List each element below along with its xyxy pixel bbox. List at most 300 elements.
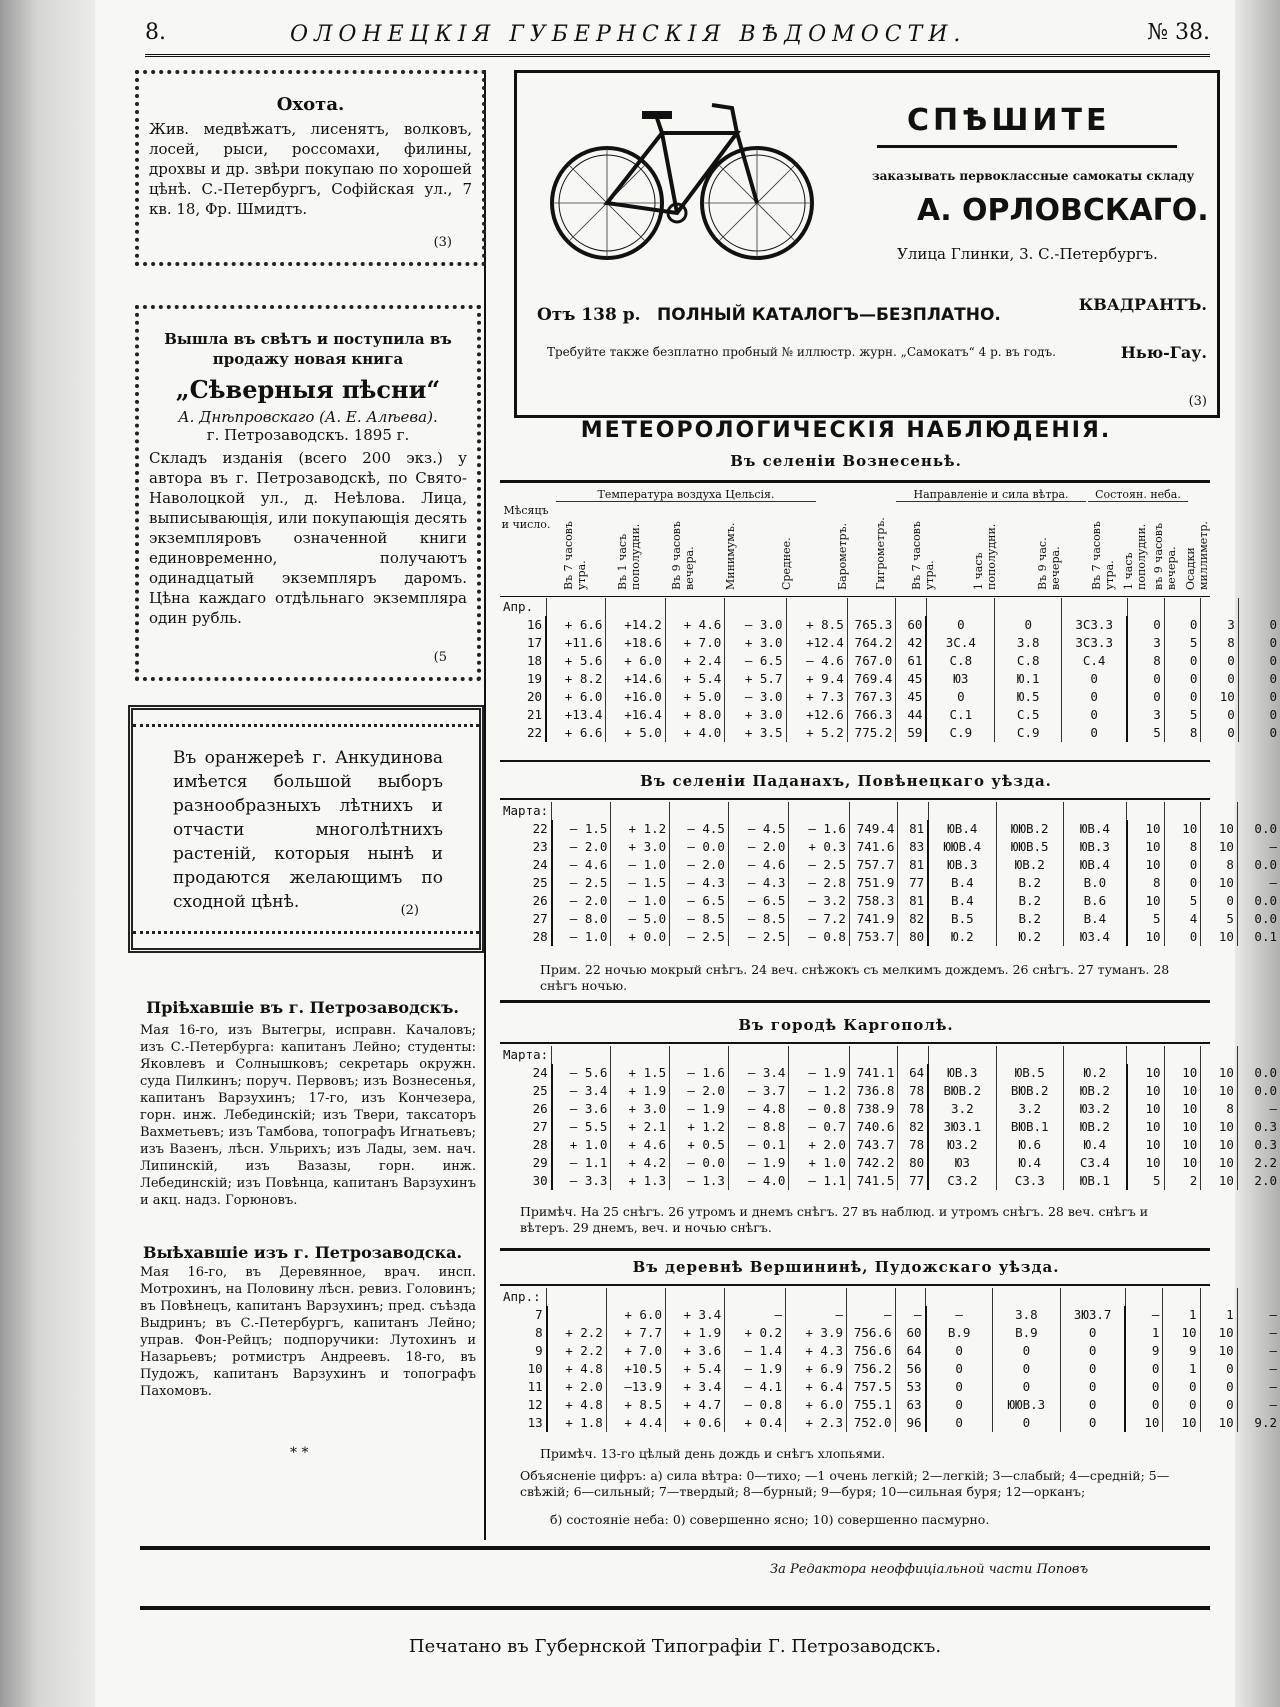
table-cell: — 3.4	[728, 1064, 789, 1082]
table-cell: С.8	[926, 652, 994, 670]
table-cell: 7	[535, 1307, 543, 1322]
met-table-vershinino	[500, 1288, 1280, 1432]
table-cell: + 6.0	[546, 688, 606, 706]
table-cell: — 2.0	[552, 838, 611, 856]
table-cell: Ю.2	[928, 928, 996, 946]
table-cell: 0	[992, 1342, 1060, 1360]
empty-cell	[725, 598, 786, 616]
table-cell: +16.4	[606, 706, 665, 724]
table-cell: ЮВ.1	[1063, 1172, 1126, 1190]
table-cell: + 3.0	[611, 1100, 670, 1118]
empty-cell	[665, 1288, 724, 1306]
table-cell: 0.3	[1237, 1136, 1280, 1154]
met-table-header	[500, 484, 1210, 597]
table-row	[500, 688, 1280, 706]
table-cell: 25	[532, 1083, 548, 1098]
table-cell	[547, 1306, 607, 1324]
table-row	[500, 652, 1280, 670]
table-cell: 1	[1200, 1306, 1237, 1324]
table-cell: 17	[526, 635, 542, 650]
table-cell: 10	[1201, 1064, 1238, 1082]
table-cell: 10	[1127, 1082, 1164, 1100]
table-cell: —	[1237, 1324, 1280, 1342]
table-cell: Ю.4	[1063, 1136, 1126, 1154]
table-cell: 96	[895, 1414, 925, 1432]
table-cell: + 7.0	[665, 634, 724, 652]
table-cell: 78	[898, 1100, 928, 1118]
table-cell: 741.9	[849, 910, 897, 928]
table-cell: 10	[527, 1361, 543, 1376]
empty-cell	[847, 1288, 896, 1306]
table-row	[500, 1082, 1280, 1100]
table-cell: — 4.6	[786, 652, 847, 670]
ad-book-place: г. Петрозаводскъ. 1895 г.	[206, 426, 410, 444]
month-label: Марта:	[503, 803, 549, 818]
hdr-w7: Въ 7 часовъ утра.	[910, 521, 936, 590]
table-cell: — 2.8	[789, 874, 850, 892]
table-cell: 0.0	[1237, 910, 1280, 928]
table-cell: В.9	[926, 1324, 993, 1342]
table-cell: — 2.5	[728, 928, 789, 946]
table-row	[500, 1306, 1280, 1324]
table-cell: — 4.6	[552, 856, 611, 874]
table-cell: В.5	[928, 910, 996, 928]
table-cell: 81	[898, 820, 928, 838]
table-cell: + 3.9	[786, 1324, 847, 1342]
table-cell: Ю.2	[996, 928, 1063, 946]
table-cell: В.2	[996, 874, 1063, 892]
table-cell: ЗС.4	[926, 634, 994, 652]
table-cell: 2.2	[1237, 1154, 1280, 1172]
table-cell: В.6	[1063, 892, 1126, 910]
table-cell: 0.0	[1237, 892, 1280, 910]
empty-cell	[1125, 1288, 1163, 1306]
hdr-hygro: Гигрометръ.	[874, 517, 887, 590]
table-cell: — 1.0	[611, 892, 670, 910]
table-cell: ЗЮЗ.7	[1060, 1306, 1125, 1324]
hdr-w9: Въ 9 час. вечера.	[1036, 537, 1062, 590]
table-cell: 29	[532, 1155, 548, 1170]
met-table	[500, 802, 1280, 946]
empty-cell	[1163, 1288, 1200, 1306]
empty-cell	[1238, 598, 1280, 616]
table-cell: 10	[1201, 1154, 1238, 1172]
table-cell: —	[1237, 1396, 1280, 1414]
hdr-precip: Осадки миллиметр.	[1184, 521, 1210, 590]
ad-book-author: А. Днѣпровскаго (А. Е. Алѣева).	[178, 408, 438, 426]
bicycle-icon	[547, 93, 827, 293]
table-cell: + 4.6	[665, 616, 724, 634]
table-cell: 0	[1060, 1360, 1125, 1378]
table-cell: 0	[1127, 670, 1164, 688]
table-cell: 0	[1201, 706, 1238, 724]
table-cell: — 8.5	[728, 910, 789, 928]
table-cell: ЮВ.2	[1063, 1118, 1126, 1136]
table-cell: СЗ.3	[996, 1172, 1063, 1190]
table-cell: 0	[926, 1378, 993, 1396]
ad-bicycle	[514, 70, 1220, 418]
table-cell: + 5.6	[546, 652, 606, 670]
table-cell: —	[1237, 1378, 1280, 1396]
arrivals-body: Мая 16-го, изъ Вытегры, исправн. Качаловъ; изъ С.-Петербурга: капитанъ Лейно; студенты: Яковлевъ и Солнышковъ; секретарь окружн. суда Пилкинъ; поруч. Первовъ; изъ Вознесенья, капитанъ Варзухинъ; 17-го, изъ Кончезера, горн. инж. Лебединскій; изъ Твери, таксаторъ Вахметьевъ; изъ Тамбова, топографъ Игнатьевъ; изъ Вазенъ, лѣсн. Ульрихъ; изъ Лады, зем. нач. Липинскій, изъ Вазазы, горн. инж. Лебединскій; изъ Повѣнца, капитанъ Варзухинъ и акц. надз. Горюновъ.	[140, 1023, 476, 1208]
table-cell: ЮВ.3	[928, 1064, 996, 1082]
table-cell: 60	[895, 1324, 925, 1342]
table-cell: С.8	[995, 652, 1062, 670]
table-cell: 0	[926, 688, 994, 706]
table-cell: 0	[1201, 652, 1238, 670]
ad-bike-price: Отъ 138 р.	[537, 305, 641, 325]
table-cell: 0	[1201, 724, 1238, 742]
table-cell: 752.0	[847, 1414, 896, 1432]
table-cell: 0	[1127, 688, 1164, 706]
empty-cell	[728, 1046, 789, 1064]
table-cell: 741.5	[849, 1172, 897, 1190]
month-label: Апр.:	[503, 1289, 541, 1304]
ad-plants-body: Въ оранжереѣ г. Анкудинова имѣется большой выборъ разнообразныхъ лѣтнихъ и отчасти многолѣтнихъ растеній, которыя нынѣ и продаются желающимъ по сходной цѣнѣ.	[173, 748, 443, 912]
table-cell: —	[786, 1306, 847, 1324]
table-row	[500, 820, 1280, 838]
table-cell: 766.3	[847, 706, 896, 724]
table-row	[500, 1154, 1280, 1172]
ad-book	[135, 305, 481, 681]
table-cell: 8	[1164, 838, 1201, 856]
table-cell: 77	[898, 874, 928, 892]
table-cell: 10	[1127, 928, 1164, 946]
table-cell: + 6.6	[546, 724, 606, 742]
table-cell: 767.0	[847, 652, 896, 670]
table-cell: +18.6	[606, 634, 665, 652]
table-cell: +10.5	[606, 1360, 665, 1378]
empty-cell	[1063, 802, 1126, 820]
table-cell: 23	[532, 839, 548, 854]
table-cell: + 8.2	[546, 670, 606, 688]
hdr-wind: Направленіе и сила вѣтра.	[896, 488, 1086, 502]
table-cell: —	[1125, 1306, 1163, 1324]
table-cell: — 2.0	[670, 856, 729, 874]
table-cell: — 6.5	[725, 652, 786, 670]
table-cell: 81	[898, 856, 928, 874]
table-cell: 21	[526, 707, 542, 722]
table-cell: + 4.0	[665, 724, 724, 742]
rule-3	[500, 1000, 1210, 1003]
table-cell: ЮЮВ.4	[928, 838, 996, 856]
table-cell: —	[926, 1306, 993, 1324]
table-cell: 18	[526, 653, 542, 668]
table-cell: 10	[1125, 1414, 1163, 1432]
table-cell: — 2.0	[728, 838, 789, 856]
empty-cell	[1237, 1288, 1280, 1306]
table-cell: 1	[1163, 1360, 1200, 1378]
table-cell: —	[895, 1306, 925, 1324]
empty-cell	[670, 1046, 729, 1064]
table-cell: + 3.4	[665, 1306, 724, 1324]
empty-cell	[611, 1046, 670, 1064]
table-cell: ЗСЗ.3	[1062, 616, 1127, 634]
table-cell: — 1.1	[552, 1154, 611, 1172]
table-cell: 9	[1125, 1342, 1163, 1360]
table-cell: 30	[532, 1173, 548, 1188]
table-cell: + 5.4	[665, 1360, 724, 1378]
table-cell: 0	[1201, 892, 1238, 910]
table-cell: 0.0	[1237, 820, 1280, 838]
table-cell: 20	[526, 689, 542, 704]
table-cell: 757.5	[847, 1378, 896, 1396]
table-cell: 0	[1163, 1378, 1200, 1396]
met-note3: Примѣч. На 25 снѣгъ. 26 утромъ и днемъ снѣгъ. 27 въ наблюд. и утромъ снѣгъ. 28 веч. снѣгъ и вѣтеръ. 29 днемъ, веч. и ночью снѣгъ.	[520, 1204, 1149, 1235]
table-cell: 0	[1060, 1396, 1125, 1414]
table-cell: ЮЗ.2	[1063, 1100, 1126, 1118]
table-cell: +16.0	[606, 688, 665, 706]
table-cell: С.5	[995, 706, 1062, 724]
table-cell: 0	[926, 1360, 993, 1378]
table-cell: 5	[1127, 724, 1164, 742]
editor-name: Поповъ	[1036, 1562, 1089, 1577]
table-cell: — 1.5	[611, 874, 670, 892]
table-cell: 10	[1200, 1324, 1237, 1342]
table-cell: 3	[1201, 616, 1238, 634]
table-cell: + 6.0	[606, 1306, 665, 1324]
table-cell: 0	[1164, 928, 1201, 946]
table-cell: Ю.4	[996, 1154, 1063, 1172]
table-cell: 0	[1200, 1396, 1237, 1414]
table-cell: — 0.0	[670, 1154, 729, 1172]
table-cell: ЮВ.2	[996, 856, 1063, 874]
table-cell: —	[1237, 1342, 1280, 1360]
table-cell: + 4.6	[611, 1136, 670, 1154]
table-cell: — 0.7	[789, 1118, 850, 1136]
ad-bike-firm: А. ОРЛОВСКАГО.	[917, 193, 1209, 228]
table-cell: 10	[1201, 874, 1238, 892]
table-row	[500, 1360, 1280, 1378]
table-top-rule	[500, 480, 1210, 483]
table-cell: 3	[1127, 634, 1164, 652]
table-cell: + 1.0	[789, 1154, 850, 1172]
table-cell: 0	[926, 1414, 993, 1432]
table-cell: +11.6	[546, 634, 606, 652]
table-cell: 0	[1164, 874, 1201, 892]
table-cell: 10	[1164, 1064, 1201, 1082]
table-cell: 60	[896, 616, 927, 634]
table-cell: 26	[532, 893, 548, 908]
empty-cell	[1201, 802, 1238, 820]
table-cell: — 5.6	[552, 1064, 611, 1082]
met-table	[500, 1046, 1280, 1190]
table-cell: — 4.3	[728, 874, 789, 892]
table-cell: + 2.0	[547, 1378, 607, 1396]
table-cell: ЮВ.4	[928, 820, 996, 838]
empty-cell	[926, 598, 994, 616]
table-cell: В.4	[928, 892, 996, 910]
table-row	[500, 1118, 1280, 1136]
table-cell: 64	[895, 1342, 925, 1360]
table-cell: 0	[1062, 724, 1127, 742]
table-cell: + 6.9	[786, 1360, 847, 1378]
table-cell: —	[1237, 1306, 1280, 1324]
table-cell: 27	[532, 1119, 548, 1134]
table-cell: 80	[898, 1154, 928, 1172]
table-cell: Ю.5	[995, 688, 1062, 706]
table-cell: 10	[1200, 1414, 1237, 1432]
table-row	[500, 724, 1280, 742]
table-cell: ЮВ.2	[1063, 1082, 1126, 1100]
table-cell: 756.2	[847, 1360, 896, 1378]
table-row	[500, 1342, 1280, 1360]
table-cell: 767.3	[847, 688, 896, 706]
table-cell: — 1.3	[670, 1172, 729, 1190]
empty-cell	[898, 1046, 928, 1064]
table-row	[500, 616, 1280, 634]
headline-rule	[877, 145, 1177, 148]
table-cell: + 3.4	[665, 1378, 724, 1396]
rule-5	[500, 1248, 1210, 1251]
table-cell: 10	[1127, 1154, 1164, 1172]
empty-cell	[1060, 1288, 1125, 1306]
table-cell: ЮЮВ.3	[992, 1396, 1060, 1414]
table-cell: + 8.0	[665, 706, 724, 724]
ad-bike-extra: Требуйте также безплатно пробный № иллюстр. журн. „Самокатъ“ 4 р. въ годъ.	[547, 345, 1056, 359]
table-cell: Ю.2	[1063, 1064, 1126, 1082]
table-cell: 0	[1125, 1360, 1163, 1378]
table-cell: 738.9	[849, 1100, 897, 1118]
met-table-kargopol	[500, 1046, 1280, 1190]
table-cell: +14.2	[606, 616, 665, 634]
empty-cell	[992, 1288, 1060, 1306]
empty-cell	[606, 1288, 665, 1306]
table-cell: + 3.6	[665, 1342, 724, 1360]
table-cell: 24	[532, 857, 548, 872]
table-cell: 0	[992, 1378, 1060, 1396]
table-cell: —	[1237, 1360, 1280, 1378]
table-cell: 9	[1163, 1342, 1200, 1360]
table-cell: 42	[896, 634, 927, 652]
bottom-rule-1	[140, 1546, 1210, 1550]
table-cell: 0.0	[1237, 856, 1280, 874]
met-place3: Въ городѣ Каргополѣ.	[738, 1016, 954, 1034]
table-cell: 0	[1164, 670, 1201, 688]
table-cell: 5	[1164, 706, 1201, 724]
table-cell: С.1	[926, 706, 994, 724]
table-cell: + 7.7	[606, 1324, 665, 1342]
table-cell: — 8.8	[728, 1118, 789, 1136]
table-cell: 25	[532, 875, 548, 890]
empty-cell	[1164, 598, 1201, 616]
hdr-t9: Въ 9 часовъ вечера.	[670, 521, 696, 590]
table-row	[500, 892, 1280, 910]
empty-cell	[1237, 802, 1280, 820]
met-table	[500, 598, 1280, 742]
table-cell: + 5.0	[665, 688, 724, 706]
table-cell: + 5.7	[725, 670, 786, 688]
ad-bike-headline: СПѢШИТЕ	[907, 103, 1111, 138]
met-note2: Прим. 22 ночью мокрый снѣгъ. 24 веч. снѣжокъ съ мелкимъ дождемъ. 26 снѣгъ. 27 туманъ. 28 снѣгъ ночью.	[540, 962, 1170, 993]
table-cell: — 6.5	[728, 892, 789, 910]
ad-hunt-body: Жив. медвѣжатъ, лисенятъ, волковъ, лосей, рыси, россомахи, филины, дрохвы и др. звѣри покупаю по хорошей цѣнѣ. С.-Петербургъ, Софійская ул., 7 кв. 18, Фр. Шмидтъ.	[149, 120, 472, 218]
table-cell: 9.2	[1237, 1414, 1280, 1432]
table-cell: —	[1237, 1100, 1280, 1118]
departures-title: Выѣхавшіе изъ г. Петрозаводска.	[142, 1243, 463, 1262]
table-cell: 1	[1163, 1306, 1200, 1324]
table-cell: 59	[896, 724, 927, 742]
table-cell: В.9	[992, 1324, 1060, 1342]
table-cell: 0	[1238, 706, 1280, 724]
table-cell: 4	[1164, 910, 1201, 928]
table-row	[500, 874, 1280, 892]
table-cell: — 4.8	[728, 1100, 789, 1118]
table-cell: + 1.8	[547, 1414, 607, 1432]
page-number: 8.	[145, 20, 166, 45]
table-cell: 0	[1127, 616, 1164, 634]
table-cell: + 1.2	[670, 1118, 729, 1136]
table-cell: 1	[1125, 1324, 1163, 1342]
table-cell: + 2.3	[786, 1414, 847, 1432]
table-cell: 9	[535, 1343, 543, 1358]
table-cell: 2	[1164, 1172, 1201, 1190]
ad-bike-brand1: КВАДРАНТЪ.	[1078, 295, 1207, 314]
ad-book-body: Складъ изданія (всего 200 экз.) у автора въ г. Петрозаводскѣ, по Свято-Наволоцкой ул., д. Неѣлова. Лица, выписывающія, или покупающія десять экземпляровъ означенной книги единовременно, получаютъ одинадцатый экземпляръ даромъ. Цѣна каждаго отдѣльнаго экземпляра один рубль.	[149, 449, 467, 627]
table-cell: В.2	[996, 910, 1063, 928]
table-cell: + 1.2	[611, 820, 670, 838]
met-place2: Въ селеніи Паданахъ, Повѣнецкаго уѣзда.	[640, 772, 1052, 790]
table-cell: —13.9	[606, 1378, 665, 1396]
table-cell: 78	[898, 1136, 928, 1154]
table-cell: 0	[1238, 652, 1280, 670]
table-cell: — 4.6	[728, 856, 789, 874]
table-cell: 61	[896, 652, 927, 670]
table-cell: 8	[1127, 874, 1164, 892]
table-cell: 0	[1062, 688, 1127, 706]
table-cell: В.0	[1063, 874, 1126, 892]
rule-4	[500, 1042, 1210, 1044]
departures-body: Мая 16-го, въ Деревянное, врач. инсп. Мотрохинъ, на Половину лѣсн. ревиз. Головинъ; въ Повѣнецъ, капитанъ Варзухинъ; пред. съѣзда Выдринъ; въ С.-Петербургъ, капитанъ Лейно; управ. Фон-Рейцъ; подпоручики: Лутохинъ и Назарьевъ; ротмистръ Андреевъ. 18-го, въ Пудожъ, капитанъ Варзухинъ и топографъ Пахомовъ.	[140, 1265, 476, 1399]
table-cell: 10	[1127, 1064, 1164, 1082]
table-cell: З.8	[992, 1306, 1060, 1324]
table-cell: 63	[895, 1396, 925, 1414]
table-cell: 5	[1164, 634, 1201, 652]
table-cell: 10	[1127, 838, 1164, 856]
table-cell: — 0.8	[789, 1100, 850, 1118]
table-row	[500, 1396, 1280, 1414]
editor-label: За Редактора неоффиціальной части	[770, 1562, 1033, 1577]
table-row	[500, 1100, 1280, 1118]
table-cell: + 1.3	[611, 1172, 670, 1190]
table-cell: 56	[895, 1360, 925, 1378]
table-cell: З.8	[995, 634, 1062, 652]
table-cell: 5	[1201, 910, 1238, 928]
table-cell: Ю.6	[996, 1136, 1063, 1154]
empty-cell	[1164, 1046, 1201, 1064]
table-cell: ЗСЗ.3	[1062, 634, 1127, 652]
hdr-tavg: Среднее.	[780, 537, 793, 590]
table-cell: 10	[1201, 1082, 1238, 1100]
table-cell: + 7.3	[786, 688, 847, 706]
issue-number: № 38.	[1147, 20, 1210, 45]
table-cell: —	[1237, 874, 1280, 892]
table-cell: 11	[527, 1379, 543, 1394]
table-cell: + 6.0	[606, 652, 665, 670]
table-row	[500, 1324, 1280, 1342]
table-cell: 8	[1164, 724, 1201, 742]
met-place1: Въ селеніи Вознесеньѣ.	[730, 452, 962, 470]
table-cell: ЮВ.5	[996, 1064, 1063, 1082]
table-cell: 8	[1201, 634, 1238, 652]
ornament-top	[133, 710, 479, 727]
hdr-t7: Въ 7 часовъ утра.	[562, 521, 588, 590]
table-cell: + 2.4	[665, 652, 724, 670]
table-cell: — 8.0	[552, 910, 611, 928]
ad-plants	[128, 705, 484, 953]
table-cell: 0	[1163, 1396, 1200, 1414]
table-cell: —	[1237, 838, 1280, 856]
